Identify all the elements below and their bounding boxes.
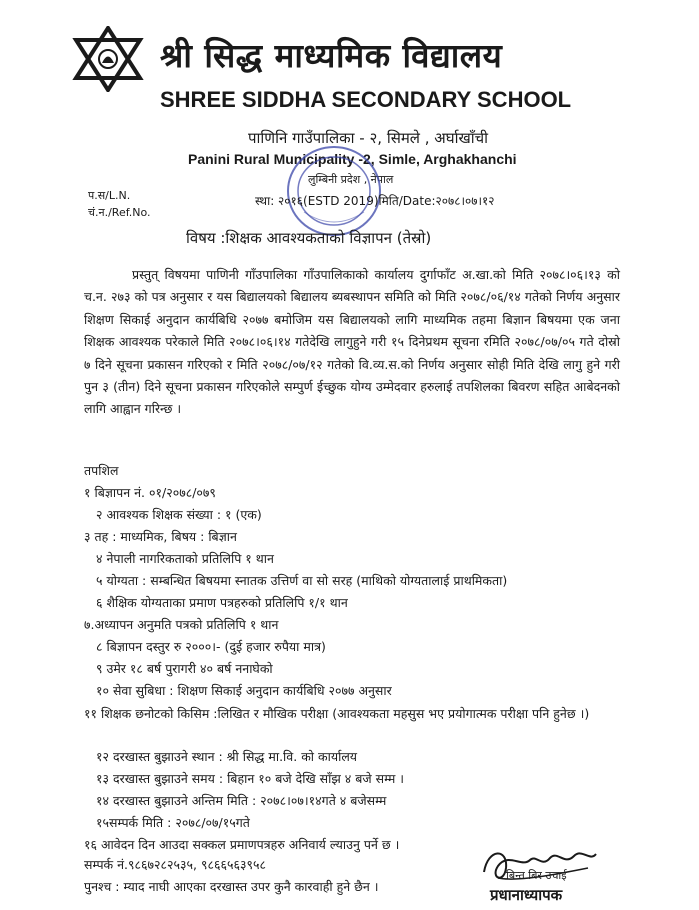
established-date-line: स्था: २०१६(ESTD 2019)मिति/Date:२०७८।०७।१२ (255, 194, 495, 208)
letter-number-label: प.स/L.N. (88, 189, 131, 202)
detail-item-6: ६ शैक्षिक योग्यताका प्रमाण पत्रहरुको प्रतिलिपि १/१ थान (96, 595, 348, 610)
school-stamp-icon (282, 142, 386, 240)
contact-numbers: सम्पर्क नं.९८६७२८२५३५, ९८६६५६३९५८ (84, 857, 266, 872)
school-name-english: SHREE SIDDHA SECONDARY SCHOOL (160, 87, 572, 112)
school-name-nepali: श्री सिद्ध माध्यमिक विद्यालय (160, 36, 503, 75)
postscript-note: पुनश्च : म्याद नाघी आएका दरखास्त उपर कुनै कारवाही हुने छैन । (84, 879, 379, 894)
detail-item-11: ११ शिक्षक छनोटको किसिम :लिखित र मौखिक परीक्षा (आवश्यकता महसुस भए प्रयोगात्मक परीक्षा पनि हुनेछ ।) (84, 706, 590, 721)
address-english: Panini Rural Municipality -2, Simle, Arghakhanchi (188, 151, 517, 167)
address-nepali: पाणिनि गाउँपालिका - २, सिमले , अर्घाखाँची (248, 129, 489, 147)
school-logo-icon (72, 26, 144, 92)
detail-item-9: ९ उमेर १८ बर्ष पुरागरी ४० बर्ष ननाघेको (96, 661, 273, 676)
detail-item-15: १५सम्पर्क मिति : २०७८/०७/१५गते (96, 815, 250, 830)
detail-item-1: १ बिज्ञापन नं. ०१/२०७८/०७९ (84, 485, 216, 500)
head-teacher-title: प्रधानाध्यापक (490, 886, 563, 904)
province-line: लुम्बिनी प्रदेश , नेपाल (308, 173, 394, 186)
reference-number-label: चं.न./Ref.No. (88, 206, 151, 219)
details-heading: तपशिल (84, 463, 119, 478)
detail-item-7: ७.अध्यापन अनुमति पत्रको प्रतिलिपि १ थान (84, 617, 279, 632)
signatory-name: बिन्त बिर उचाई (506, 869, 567, 882)
detail-item-3: ३ तह : माध्यमिक, बिषय : बिज्ञान (84, 529, 237, 544)
detail-item-5: ५ योग्यता : सम्बन्धित बिषयमा स्नातक उत्तिर्ण वा सो सरह (माथिको योग्यतालाई प्राथमिकता) (96, 573, 508, 588)
detail-item-8: ८ बिज्ञापन दस्तुर रु २०००।- (दुई हजार रुपैया मात्र) (96, 639, 326, 654)
detail-item-14: १४ दरखास्त बुझाउने अन्तिम मिति : २०७८।०७।१४गते ४ बजेसम्म (96, 793, 387, 808)
notice-body (84, 264, 620, 421)
detail-item-10: १० सेवा सुबिधा : शिक्षण सिकाई अनुदान कार्यबिधि २०७७ अनुसार (96, 683, 392, 698)
detail-item-2: २ आवश्यक शिक्षक संख्या : १ (एक) (96, 507, 262, 522)
detail-item-13: १३ दरखास्त बुझाउने समय : बिहान १० बजे देखि साँझ ४ बजे सम्म । (96, 771, 405, 786)
notice-paragraph: प्रस्तुत् विषयमा पाणिनी गाँउपालिका गाँउपालिकाको कार्यालय दुर्गाफाँट अ.खा.को मिति २०७८।०६।१३ को च.न. २७३ को पत्र अनुसार र यस बिद्यालयको बिद्यालय ब्यबस्थापन समिति को मिति २०७८/०६/१४ गतेको निर्णय अनुसार शिक्षण सिकाई अनुदान कार्यबिधि २०७७ बमोजिम यस बिद्यालयको लागि माध्यमिक तहमा बिज्ञान बिषयमा एक जना शिक्षक आवश्यक परेकाले मिति २०७८।०६।१४ गतेदेखि लागुहुने गरी १५ दिनेप्रथम सूचना रमिति २०७८/०७/०५ गते दोस्रो ७ दिने सूचना प्रकासन गरिएको र मिति २०७८/०७/१२ गतेको वि.व्य.स.को निर्णय अनुसार सोही मिति देखि लागु हुने गरी पुन ३ (तीन) दिने सूचना प्रकासन गरिएकोले सम्पुर्ण ईच्छुक योग्य उम्मेदवार हरुलाई तपशिलका बिवरण सहित आबेदनको लागि आह्वान गरिन्छ । (84, 267, 620, 417)
subject-line: विषय :शिक्षक आवश्यकताको विज्ञापन (तेस्रो) (186, 229, 432, 247)
detail-item-12: १२ दरखास्त बुझाउने स्थान : श्री सिद्ध मा.वि. को कार्यालय (96, 749, 358, 764)
detail-item-4: ४ नेपाली नागरिकताको प्रतिलिपि १ थान (96, 551, 274, 566)
detail-item-16: १६ आवेदन दिन आउदा सक्कल प्रमाणपत्रहरु अनिवार्य ल्याउनु पर्ने छ । (84, 837, 400, 852)
